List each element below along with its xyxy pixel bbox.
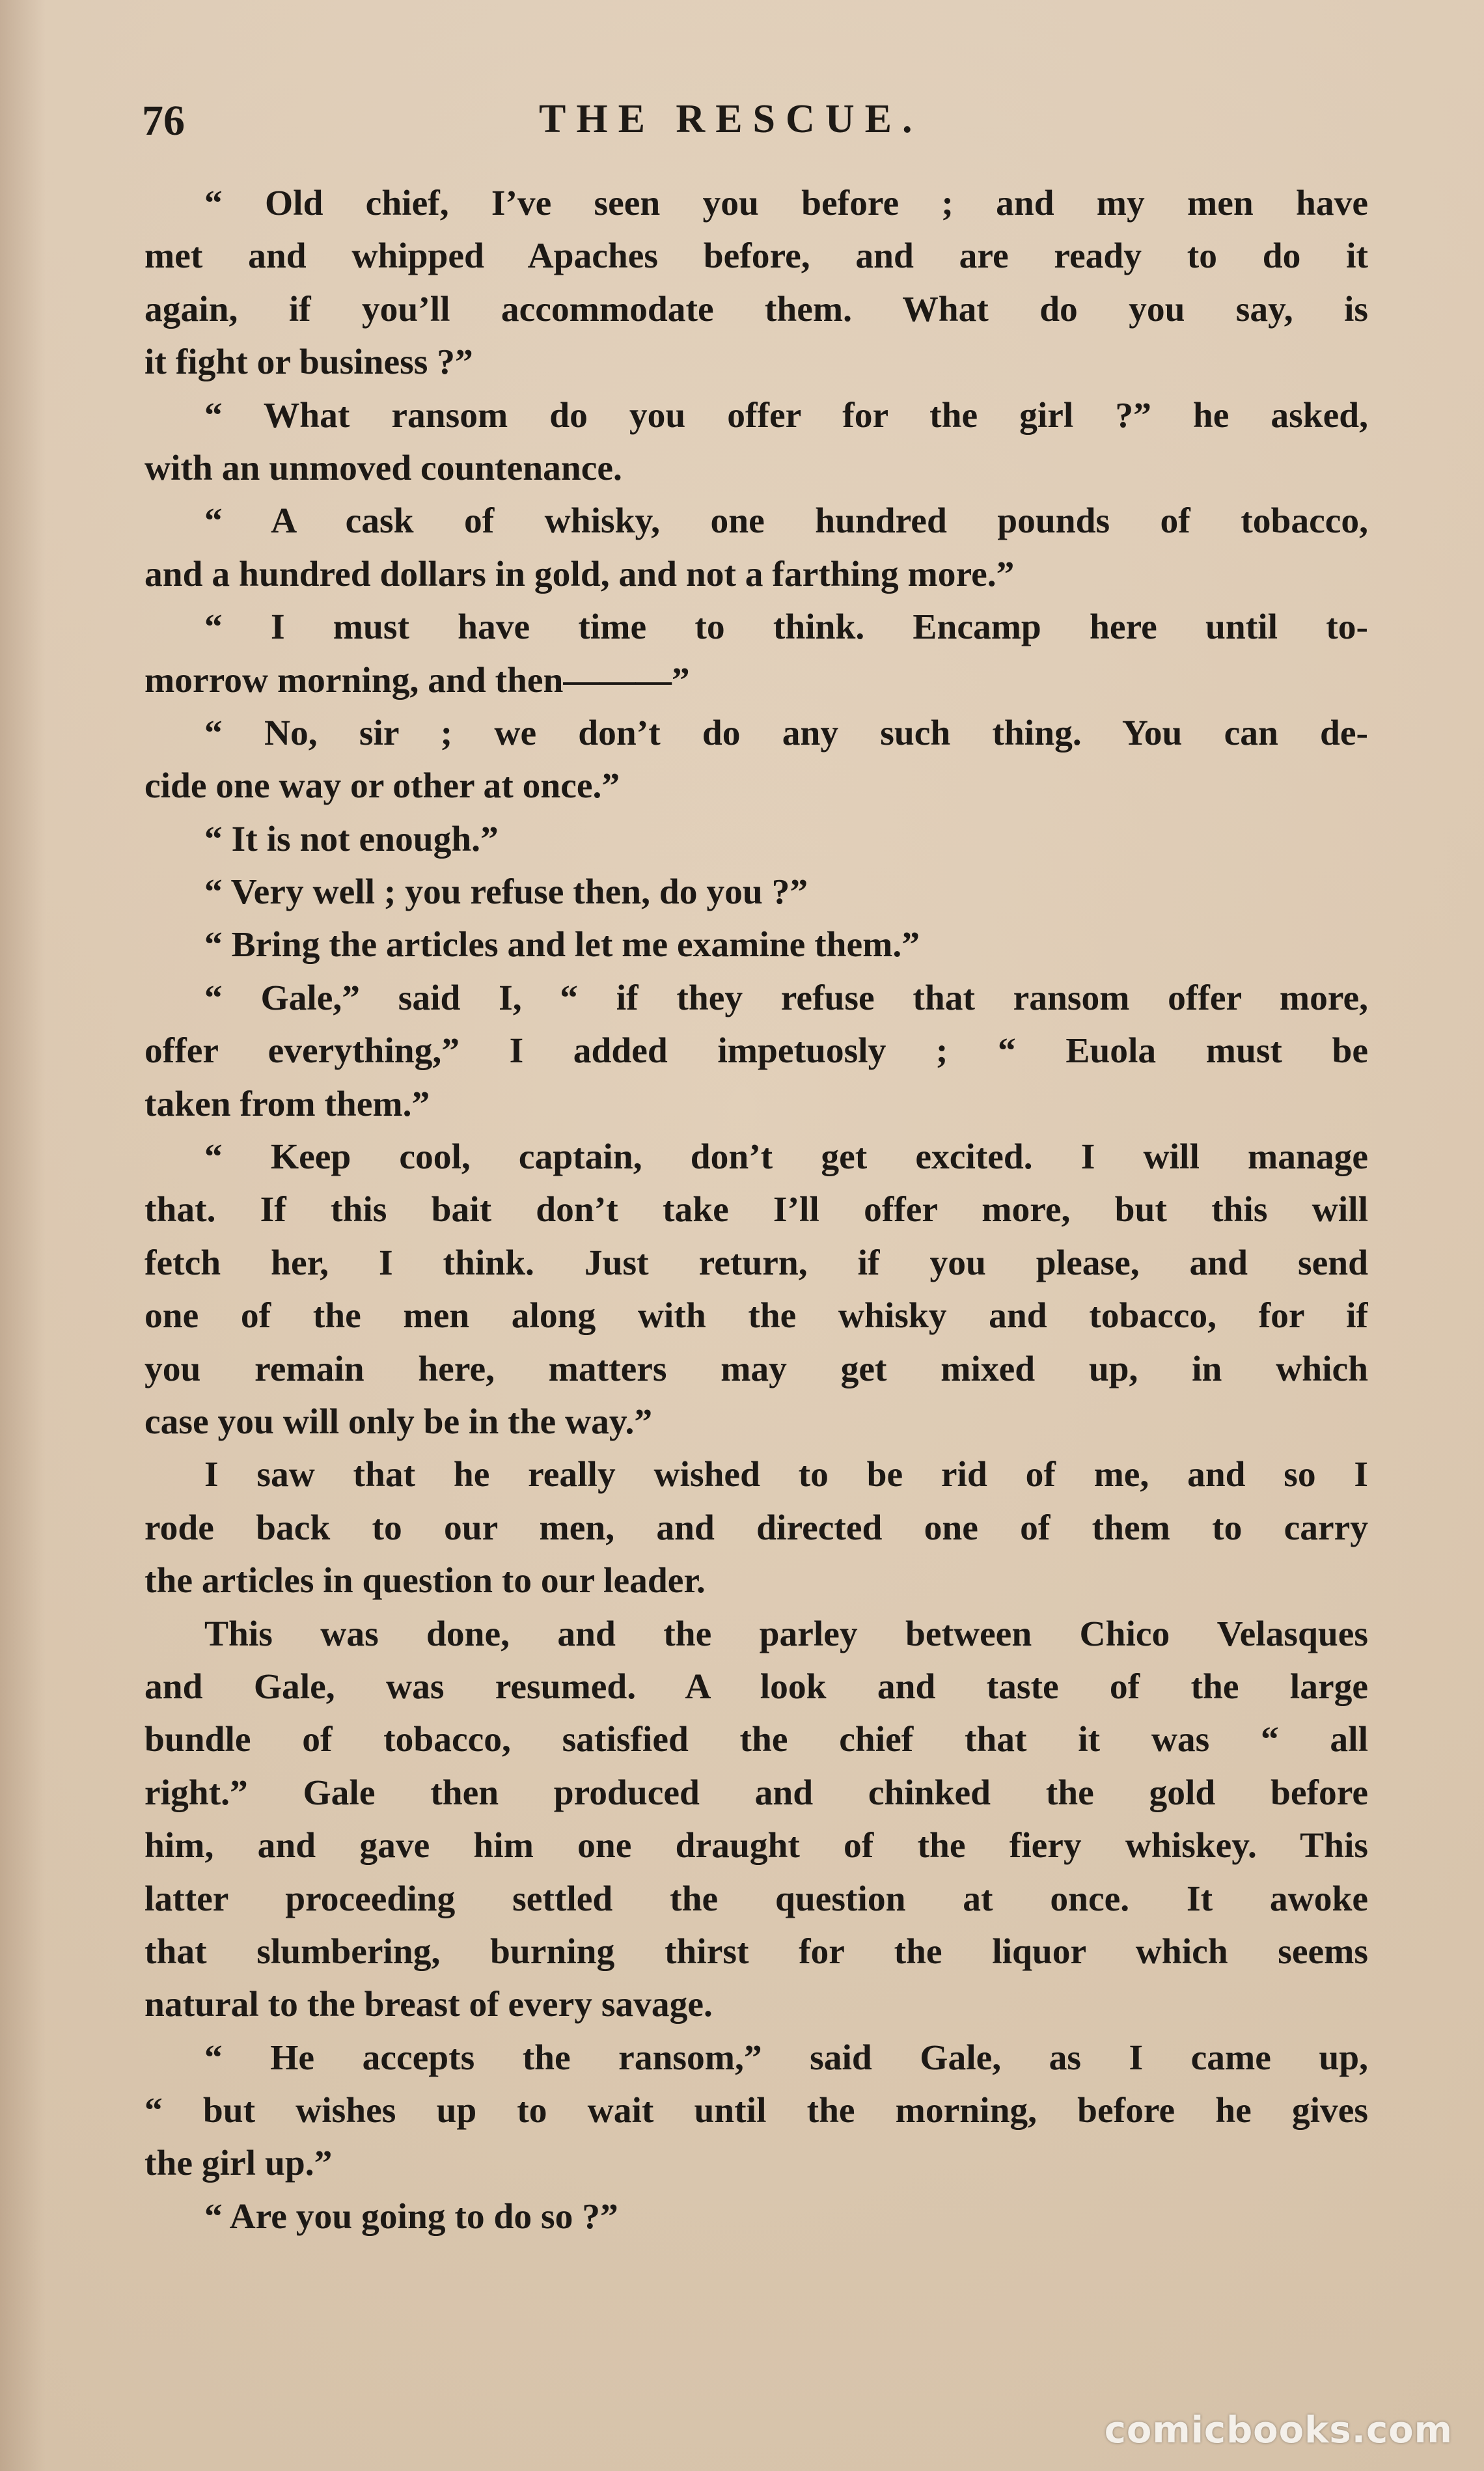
- text-line: with an unmoved countenance.: [144, 448, 622, 488]
- running-head: THE RESCUE.: [539, 97, 923, 141]
- text-line: fetch her, I think. Just return, if you please, and send: [144, 1243, 1368, 1283]
- text-line: “ It is not enough.”: [204, 819, 499, 859]
- text-line: latter proceeding settled the question at once. It awoke: [144, 1879, 1368, 1919]
- text-line: the articles in question to our leader.: [144, 1561, 706, 1601]
- text-line: met and whipped Apaches before, and are ready to do it: [144, 236, 1368, 277]
- text-line: rode back to our men, and directed one of them to carry: [144, 1508, 1368, 1548]
- text-line: “ Old chief, I’ve seen you before ; and my men have: [204, 184, 1368, 223]
- page-header: [142, 96, 1372, 155]
- text-line: “ Are you going to do so ?”: [204, 2196, 618, 2237]
- text-line: him, and gave him one draught of the fiery whiskey. This: [144, 1826, 1368, 1866]
- page-gutter-shadow: [0, 0, 46, 2471]
- text-line: that. If this bait don’t take I’ll offer more, but this will: [144, 1190, 1368, 1230]
- text-line: “ Keep cool, captain, don’t get excited. I will manage: [204, 1137, 1368, 1178]
- text-line: I saw that he really wished to be rid of me, and so I: [204, 1455, 1368, 1495]
- body-text: [144, 177, 1368, 2243]
- text-line: again, if you’ll accommodate them. What do you say, is: [144, 289, 1368, 329]
- page-number: 76: [142, 97, 185, 145]
- text-line: “ Gale,” said I, “ if they refuse that ransom offer more,: [204, 978, 1368, 1018]
- text-line: you remain here, matters may get mixed up, in which: [144, 1349, 1368, 1389]
- text-line: “ Very well ; you refuse then, do you ?”: [204, 872, 808, 913]
- watermark: comicbooks.com: [1104, 2409, 1453, 2451]
- text-line: “ but wishes up to wait until the morning, before he gives: [144, 2091, 1368, 2131]
- text-line: offer everything,” I added impetuosly ; “ Euola must be: [144, 1031, 1368, 1071]
- text-line: one of the men along with the whisky and tobacco, for if: [144, 1296, 1368, 1336]
- text-line: and Gale, was resumed. A look and taste of the large: [144, 1666, 1368, 1707]
- text-line: “ He accepts the ransom,” said Gale, as I came up,: [204, 2037, 1368, 2078]
- text-line: bundle of tobacco, satisfied the chief that it was “ all: [144, 1720, 1368, 1760]
- text-line: that slumbering, burning thirst for the liquor which seems: [144, 1931, 1368, 1972]
- text-line: and a hundred dollars in gold, and not a farthing more.”: [144, 554, 1015, 594]
- text-line: morrow morning, and then———”: [144, 660, 690, 700]
- text-line: right.” Gale then produced and chinked the gold before: [144, 1773, 1368, 1813]
- text-line: “ A cask of whisky, one hundred pounds of tobacco,: [204, 501, 1368, 542]
- text-line: “ What ransom do you offer for the girl ?” he asked,: [204, 395, 1368, 435]
- text-line: cide one way or other at once.”: [144, 766, 620, 807]
- text-line: it fight or business ?”: [144, 342, 473, 383]
- text-line: natural to the breast of every savage.: [144, 1985, 713, 2025]
- text-line: “ I must have time to think. Encamp here until to-: [204, 607, 1368, 648]
- text-line: “ Bring the articles and let me examine them.”: [204, 925, 920, 965]
- text-line: “ No, sir ; we don’t do any such thing. You can de-: [204, 713, 1368, 753]
- text-line: the girl up.”: [144, 2144, 333, 2184]
- text-line: This was done, and the parley between Chico Velasques: [204, 1614, 1368, 1654]
- text-line: taken from them.”: [144, 1084, 430, 1124]
- text-line: case you will only be in the way.”: [144, 1401, 653, 1442]
